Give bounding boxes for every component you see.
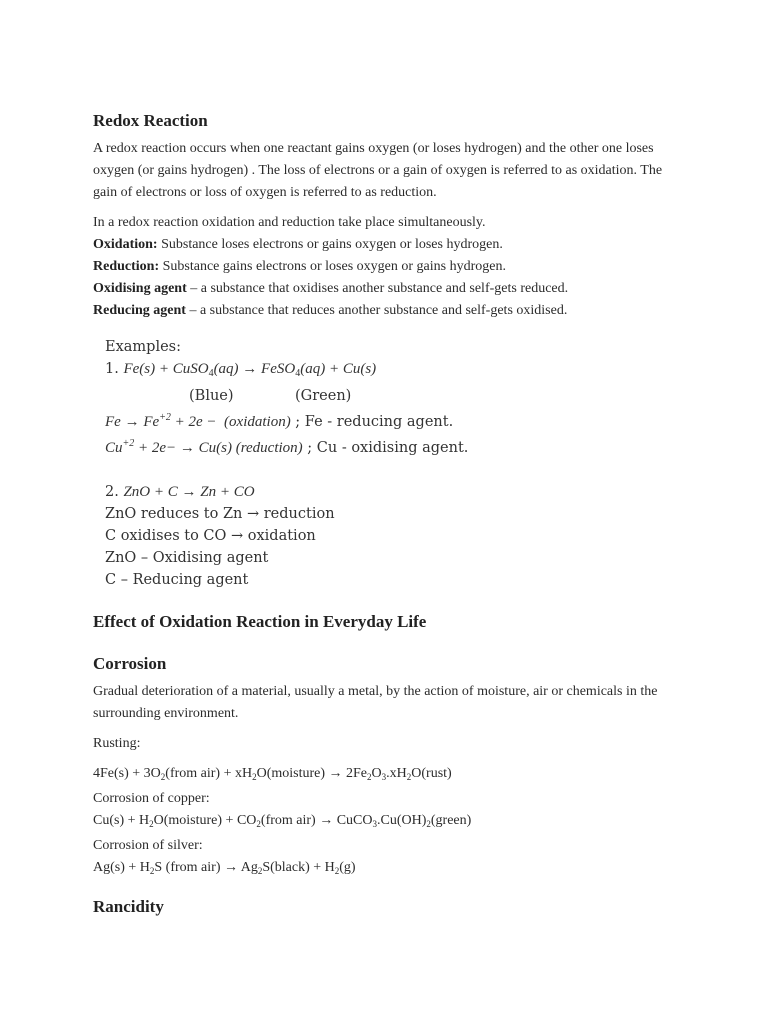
simultaneous-line: In a redox reaction oxidation and reduction take place simultaneously. [93, 215, 486, 230]
definition-text: Substance gains electrons or loses oxygen or gains hydrogen. [159, 259, 506, 274]
section-title-redox: Redox Reaction [93, 111, 208, 130]
example-1-oxidation: $Fe \to Fe^{+2} + 2e$ − (oxidation) ; Fe - reducing agent. [105, 412, 454, 430]
silver-equation: $Ag(s) + H_2S$ (from $air) \to Ag_2S(black) + H_2(g)$ [93, 860, 356, 876]
definition-reducing-agent [93, 300, 683, 322]
example-2-line: C oxidises to CO → oxidation [105, 528, 316, 544]
definition-oxidising-agent [93, 278, 683, 300]
rusting-equation: $4Fe(s) + 3O_2(from$ $air) + xH_2O(moisture)$ → $2Fe_2O_3.xH_2O(rust)$ [93, 766, 452, 782]
redox-intro-paragraph: A redox reaction occurs when one reactant gains oxygen (or loses hydrogen) and the other one loses oxygen (or gains hydrogen) . The loss of electrons or a gain of oxygen is referred to as oxidation. The gain of electrons or loss of oxygen is referred to as reduction. [93, 141, 663, 200]
examples-heading: Examples: [105, 339, 181, 355]
term-oxidising-agent: Oxidising agent [93, 281, 187, 296]
corrosion-paragraph: Gradual deterioration of a material, usually a metal, by the action of moisture, air or chemicals in the surrounding environment. [93, 684, 658, 721]
definition-reduction [93, 256, 683, 278]
section-title-effect: Effect of Oxidation Reaction in Everyday Life [93, 612, 427, 631]
examples-block [105, 336, 683, 591]
copper-equation: $Cu(s) + H_2O(moisture)$ + $CO_2(from$ $air) \to CuCO_3.Cu(OH)_2(green)$ [93, 813, 472, 829]
definition-text: – a substance that oxidises another substance and self-gets reduced. [186, 281, 569, 296]
article [93, 104, 683, 924]
term-reducing-agent: Reducing agent [93, 303, 186, 318]
example-1-colors [105, 385, 683, 407]
definition-text: – a substance that reduces another substance and self-gets oxidised. [185, 303, 568, 318]
color-blue-label: (Blue) [189, 388, 234, 404]
example-2-equation: 2. ZnO + C → Zn + CO [105, 484, 255, 500]
subsection-title-corrosion: Corrosion [93, 654, 167, 673]
rusting-label: Rusting: [93, 736, 141, 751]
example-2-line: ZnO – Oxidising agent [105, 550, 269, 566]
example-2-line: ZnO reduces to Zn → reduction [105, 506, 335, 522]
copper-label: Corrosion of copper: [93, 791, 210, 806]
definition-text: Substance loses electrons or gains oxygen or loses hydrogen. [157, 237, 503, 252]
silver-label: Corrosion of silver: [93, 838, 203, 853]
definition-oxidation [93, 234, 683, 256]
example-2-line: C – Reducing agent [105, 572, 249, 588]
color-green-label: (Green) [295, 388, 352, 404]
term-reduction: Reduction: [93, 259, 160, 274]
example-1-reduction: $Cu^{+2} + 2e- \to Cu(s)$ (reduction) ; Cu - oxidising agent. [105, 438, 469, 456]
term-oxidation: Oxidation: [93, 237, 158, 252]
subsection-title-rancidity: Rancidity [93, 897, 164, 916]
example-1-equation: 1. Fe(s) + CuSO$_4$(aq) → FeSO$_4$(aq) + Cu(s) [105, 361, 377, 379]
